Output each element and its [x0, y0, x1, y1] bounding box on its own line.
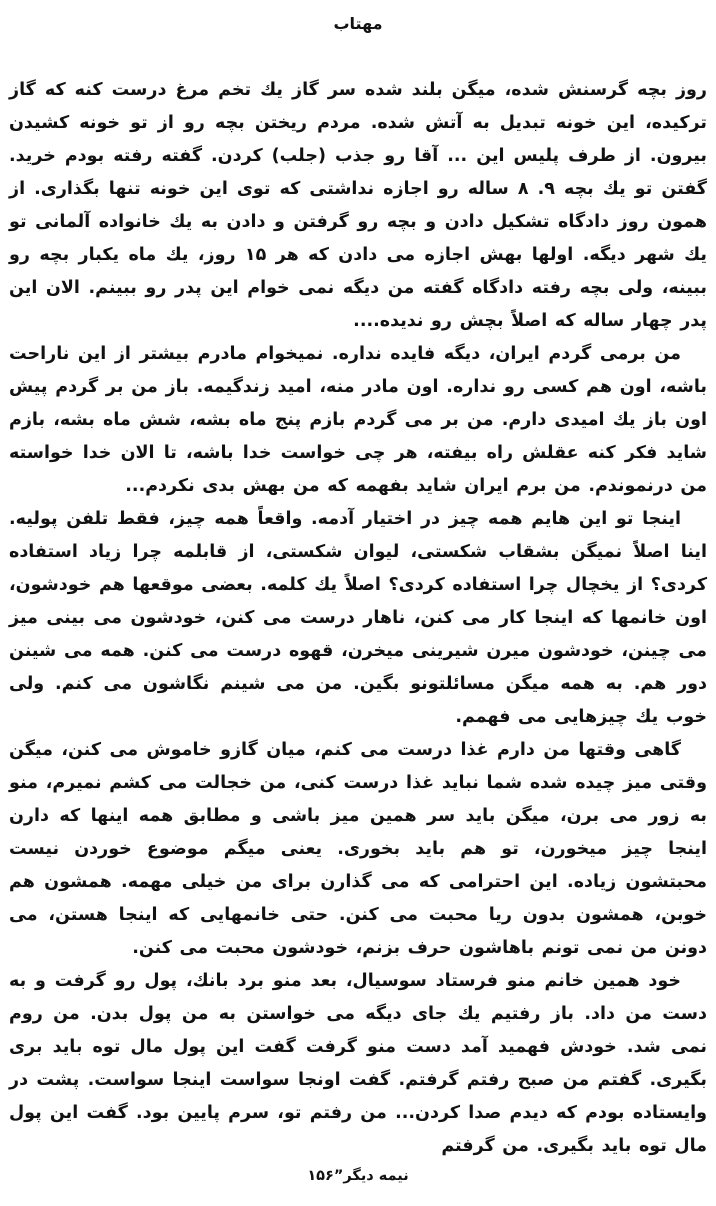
paragraph-2: من برمی گردم ایران، دیگه فایده نداره. نمیخوام مادرم بیشتر از این ناراحت باشه، اون هم کسی رو نداره. اون مادر منه، امید زندگیمه. باز من بر گردم پیش اون باز یك امیدی دارم. من بر می گردم بازم پنج ماه بشه، شش ماه بشه، بازم شاید فکر کنه عقلش راه بیفته، هر چی خواست خدا باشه، تا الان خدا خواسته من درنموندم. من برم ایران شاید بفهمه که من بهش بدی نکردم... [9, 344, 707, 496]
paragraph-1: روز بچه گرسنش شده، میگن بلند شده سر گاز یك تخم مرغ درست کنه که گاز ترکیده، این خونه تبدیل به آتش شده. مردم ریختن بچه رو از تو خونه کشیدن بیرون. از طرف پلیس این ... آقا رو جذب (جلب) کردن. گفته رفته بودم خرید. گفتن تو یك بچه ۹. ۸ ساله رو اجازه نداشتی که توی این خونه تنها بگذاری. از همون روز دادگاه تشکیل دادن و بچه رو گرفتن و دادن به یك خانواده آلمانی تو یك شهر دیگه. اولها بهش اجازه می دادن که هر ۱۵ روز، یك ماه یکبار بچه رو ببینه، ولی بچه رفته دادگاه گفته من دیگه نمی خوام این پدر رو ببینم. الان این پدر چهار ساله که اصلاً بچش رو ندیده.... [9, 80, 707, 331]
footer-book-title-page-number: نیمه دیگر”۱۵۶ [307, 1168, 409, 1184]
chapter-running-head: مهتاب [333, 14, 383, 33]
paragraph-4: گاهی وقتها من دارم غذا درست می کنم، میان گازو خاموش می کنن، میگن وقتی میز چیده شده شما نباید غذا درست کنی، من خجالت می کشم نمیرم، منو به زور می برن، میگن باید سر همین میز باشی و مطابق همه اینها که دارن اینجا چیز میخورن، تو هم باید بخوری. یعنی میگم موضوع خوردن نیست محبتشون زیاده. این احترامی که می گذارن برای من خیلی مهمه. همشون هم خوبن، همشون بدون ریا محبت می کنن. حتی خانمهایی که اینجا هستن، می دونن من نمی تونم باهاشون حرف بزنم، خودشون محبت می کنن. [9, 740, 707, 958]
paragraph-3: اینجا تو این هایم همه چیز در اختیار آدمه. واقعاً همه چیز، فقط تلفن پولیه. اینا اصلاً نمیگن بشقاب شکستی، لیوان شکستی، از قابلمه چرا زیاد استفاده کردی؟ از یخچال چرا استفاده کردی؟ اصلاً یك کلمه. بعضی موقعها هم خودشون، اون خانمها که اینجا کار می کنن، ناهار درست می کنن، خودشون می بینی میز می چینن، خودشون میرن شیرینی میخرن، قهوه درست می کنن. همه می شینن دور هم. به همه میگن مسائلتونو بگین. من می شینم نگاشون می کنم. ولی خوب یك چیزهایی می فهمم. [9, 509, 707, 727]
paragraph-5: خود همین خانم منو فرستاد سوسیال، بعد منو برد بانك، پول رو گرفت و به دست من داد. باز رفتیم یك جای دیگه می خواستن به من پول بدن. من روم نمی شد. خودش فهمید آمد دست منو گرفت گفت این پول مال توه باید بری بگیری. گفتم من صبح رفتم گرفتم. گفت اونجا سواست اینجا سواست. پشت در وایستاده بودم که دیدم صدا کردن... من رفتم تو، سرم پایین بود. گفت این پول مال توه باید بگیری. من گرفتم [9, 971, 707, 1156]
page-body-text [9, 74, 707, 1163]
